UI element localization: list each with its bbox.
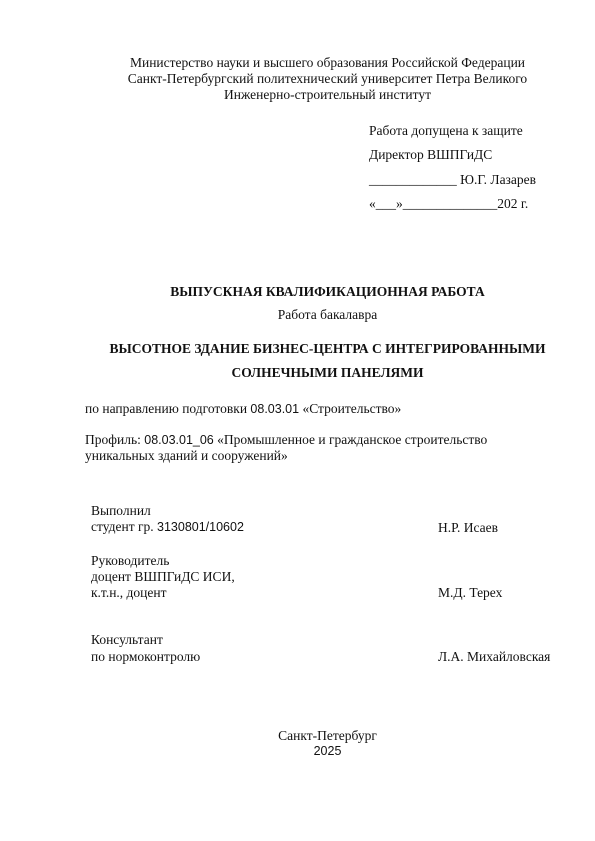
supervisor-name: М.Д. Терех [438,585,503,600]
topic-line-2: СОЛНЕЧНЫМИ ПАНЕЛЯМИ [231,365,424,380]
direction-prefix: по направлению подготовки [85,401,251,416]
supervisor-label: Руководитель [91,553,170,568]
performer-label: Выполнил [91,503,151,518]
supervisor-degree: к.т.н., доцент [91,585,167,600]
approval-date: «___»______________202 г. [369,196,529,211]
study-direction [85,401,401,417]
ministry-header [0,55,595,103]
approval-signature: _____________ Ю.Г. Лазарев [369,172,536,187]
degree-subtitle: Работа бакалавра [277,307,378,322]
performer-name: Н.Р. Исаев [438,520,498,535]
direction-name: «Строительство» [299,401,402,416]
performer-group-code: 3130801/10602 [157,520,244,534]
consultant-label: Консультант [91,632,163,647]
profile-prefix: Профиль: [85,432,145,447]
consultant-area: по нормоконтролю [91,649,201,664]
consultant-name: Л.А. Михайловская [438,649,551,664]
footer-city: Санкт-Петербург [278,728,377,743]
supervisor-position: доцент ВШПГиДС ИСИ, [91,569,235,584]
ministry-line: Министерство науки и высшего образования Российской Федерации [129,55,526,70]
topic-line-1: ВЫСОТНОЕ ЗДАНИЕ БИЗНЕС-ЦЕНТРА С ИНТЕГРИРОВАННЫМИ [109,341,546,356]
direction-code: 08.03.01 [250,402,300,416]
institute-line: Инженерно-строительный институт [224,87,431,102]
profile-code: 08.03.01_06 [144,433,214,447]
work-type-title: ВЫПУСКНАЯ КВАЛИФИКАЦИОННАЯ РАБОТА [170,284,485,299]
footer-year: 2025 [313,744,342,758]
performer-group-prefix: студент гр. [91,519,158,534]
profile-name-2: уникальных зданий и сооружений» [85,448,288,463]
study-profile [85,432,487,464]
approval-admitted: Работа допущена к защите [369,123,523,138]
approval-director: Директор ВШПГиДС [369,147,493,162]
profile-name-1: «Промышленное и гражданское строительство [213,432,488,447]
performer-group [91,519,244,535]
university-line: Санкт-Петербургский политехнический университет Петра Великого [127,71,528,86]
